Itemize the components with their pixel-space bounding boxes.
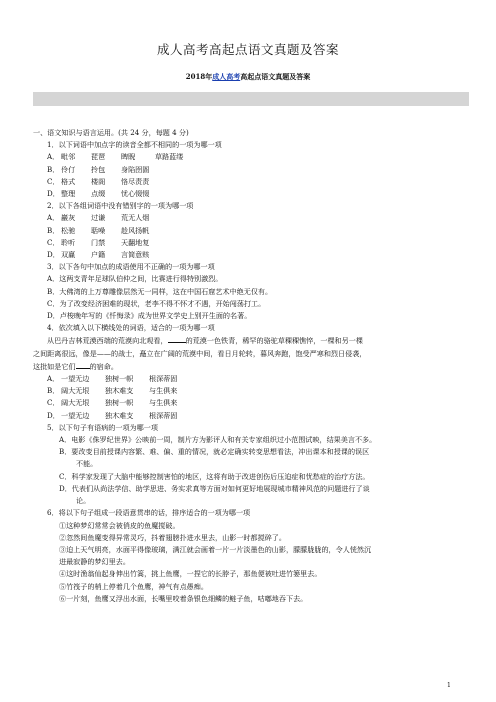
option-word: 琵琶	[91, 152, 106, 162]
option-word: 恪尽责责	[121, 176, 150, 186]
document-body	[33, 127, 469, 605]
subtitle-link[interactable]: 成人高考	[212, 72, 241, 81]
option-word: 楼阁	[91, 176, 106, 186]
option-letter: C．	[47, 237, 60, 247]
option-word: 户籍	[91, 250, 106, 260]
text-line	[33, 164, 469, 176]
line-text: 进最寂静的梦幻里去。	[59, 557, 130, 567]
line-text: 6．将以下句子组成一段语意贯串的话，排序适合的一项为哪一项	[47, 508, 251, 518]
text-line	[33, 286, 469, 298]
option-letter: B．	[47, 225, 60, 235]
line-text: 一、语文知识与语言运用。(共 24 分，每题 4 分)	[33, 128, 189, 137]
option-letter: C．	[47, 398, 60, 408]
option-word: 趁风扬帆	[121, 225, 150, 235]
option-word: 阔大无垠	[61, 386, 90, 396]
text-line	[33, 176, 469, 188]
line-text: 不能。	[76, 459, 98, 469]
text-line	[33, 458, 469, 470]
line-text: D．卢梭晚年写的《忏悔录》成为世界文学史上别开生面的名著。	[47, 311, 252, 321]
text-line	[33, 483, 469, 495]
text-line	[33, 212, 469, 224]
text-line	[33, 373, 469, 385]
option-letter: D．	[47, 250, 60, 260]
option-word: 独树一帜	[105, 374, 134, 384]
fill-blank	[168, 334, 186, 343]
line-text: A．这两支青年足球队伯仲之间，比赛进行得特别激烈。	[47, 274, 223, 284]
line-text: 2．以下各组词语中没有错别字的一项为哪一项	[47, 201, 194, 211]
option-word: 独木难支	[105, 410, 134, 420]
line-text: ⑥一片刻，鱼鹰又浮出水面，长嘴里咬着条银色细鳞的鲢子鱼，咕嘟地吞下去。	[59, 593, 308, 603]
option-word: 聒噪	[91, 225, 106, 235]
option-word: 独木难支	[105, 386, 134, 396]
line-text: 这批如是它们	[33, 361, 76, 371]
option-word: 毗邻	[61, 152, 76, 162]
line-text: B．要改变目前授课内容繁、难、偏、重的情况，就必定确实转变思想看法，冲出课本和授课的误区	[59, 447, 370, 457]
text-line	[33, 520, 469, 532]
option-word: 门禁	[91, 237, 106, 247]
line-text: ②忽然间鱼魔变得异常灵巧，抖着翅膀扑进水里去，山影一时都搅碎了。	[59, 532, 286, 542]
option-word: 荒无人烟	[121, 213, 150, 223]
text-line	[33, 249, 469, 261]
text-line	[33, 139, 469, 151]
text-line	[33, 151, 469, 163]
option-letter: B．	[47, 386, 60, 396]
option-word: 忧心惙惙	[121, 189, 150, 199]
text-line	[33, 581, 469, 593]
text-line	[33, 334, 469, 347]
option-word: 双赢	[61, 250, 76, 260]
line-text: ③迫上天气明亮，水面平得像玻璃，满江就会画着一片一片淡墨色的山影，朦朦胧胧的，令人恍然沉	[59, 544, 372, 554]
line-text: ①这种梦幻常常会被俏皮的鱼魔搅破。	[59, 520, 180, 530]
option-word: 格式	[61, 176, 76, 186]
text-line	[33, 360, 469, 373]
line-text-continued: 的荒漠一色铁青，稀罕的骆驼草稞稞憔悴，一棵和另一棵	[185, 336, 363, 346]
line-text: 1．以下词语中加点字的读音全都不相同的一项为哪一项	[47, 140, 222, 150]
line-text: 论。	[76, 496, 91, 506]
page-number: 1	[447, 682, 451, 689]
line-text: 5．以下句子有语病的一项为哪一项	[47, 422, 158, 432]
text-line	[33, 225, 469, 237]
line-text-continued: 的宿命。	[89, 361, 118, 371]
option-word: 与生俱来	[149, 386, 178, 396]
option-word: 阔大无垠	[61, 398, 90, 408]
option-word: 过谦	[91, 213, 106, 223]
text-line	[33, 310, 469, 322]
text-line	[33, 397, 469, 409]
text-line	[33, 385, 469, 397]
option-word: 草路蓝缕	[155, 152, 184, 162]
text-line	[33, 188, 469, 200]
line-text: C．为了改变经济困难的现状，老李不得不怀才不遇，开始闯荡打工。	[47, 298, 266, 308]
line-text: C．科学家发现了大脑中能够控制害怕的地区，这将有助于改进创伤后压迫症和忧愁症的治疗方法。	[59, 471, 370, 481]
option-word: 一望无边	[61, 410, 90, 420]
option-word: 睥睨	[121, 152, 136, 162]
text-line	[33, 298, 469, 310]
option-word: 天翻地复	[121, 237, 150, 247]
option-word: 一望无边	[61, 374, 90, 384]
option-word: 根深蒂固	[149, 410, 178, 420]
fill-blank	[76, 360, 90, 369]
line-text: ⑤竹筏子的梢上停着几个鱼鹰，神气有点愚痴。	[59, 581, 208, 591]
line-text: 从巴丹吉林荒漠西端的荒漠向北观看，	[47, 336, 168, 346]
text-line	[33, 507, 469, 519]
option-word: 拎包	[91, 164, 106, 174]
option-word: 聆听	[61, 237, 76, 247]
line-text: 之间距离很远，像是——的战士，矗立在广阔的荒漠中间，看日月轮转，暮风奔跑，饱受严寒和烈日侵袭，	[33, 348, 367, 358]
option-word: 松驰	[61, 225, 76, 235]
option-letter: C．	[47, 176, 60, 186]
text-line	[33, 237, 469, 249]
option-letter: A．	[47, 374, 60, 384]
option-word: 言简意赅	[121, 250, 150, 260]
text-line	[33, 593, 469, 605]
gray-banner	[33, 92, 469, 106]
text-line	[33, 200, 469, 212]
option-word: 巖灰	[61, 213, 76, 223]
option-word: 身陷囹圄	[121, 164, 150, 174]
line-text: B．大佛湾的上万尊雕像层然无一同样，这在中国石窟艺术中绝无仅有。	[47, 286, 273, 296]
subtitle-year: 2018年	[185, 72, 213, 81]
text-line	[33, 348, 469, 360]
text-line	[33, 273, 469, 285]
option-letter: A．	[47, 152, 60, 162]
text-line	[33, 322, 469, 334]
text-line	[33, 410, 469, 422]
line-text: A．电影《侏罗纪世界》公映前一周，制片方为影评人和有关专家组织过小范围试映，结果美言不多。	[59, 435, 377, 445]
text-line	[33, 446, 469, 458]
text-line	[33, 127, 469, 139]
option-letter: D．	[47, 410, 60, 420]
text-line	[33, 532, 469, 544]
line-text: 3．以下各句中加点的成语使用不正确的一项为哪一项	[47, 262, 215, 272]
text-line	[33, 495, 469, 507]
subtitle-rest: 高起点语文真题及答案	[240, 72, 311, 81]
line-text: D．代表们从尚法学信、助学思进、务实求真等方面对如何更好地展现城市精神风范的问题进行了谈	[59, 483, 370, 493]
text-line	[33, 568, 469, 580]
option-word: 伶仃	[61, 164, 76, 174]
option-word: 点缀	[91, 189, 106, 199]
option-letter: B．	[47, 164, 60, 174]
text-line	[33, 422, 469, 434]
text-line	[33, 434, 469, 446]
text-line	[33, 261, 469, 273]
text-line	[33, 544, 469, 556]
document-subtitle	[0, 72, 496, 82]
text-line	[33, 471, 469, 483]
option-letter: A．	[47, 213, 60, 223]
text-line	[33, 556, 469, 568]
option-word: 独树一帜	[105, 398, 134, 408]
line-text: 4．依次填入以下横线处的词语，适合的一项为哪一项	[47, 323, 215, 333]
option-word: 与生俱来	[149, 398, 178, 408]
option-letter: D．	[47, 189, 60, 199]
document-title: 成人高考高起点语文真题及答案	[156, 42, 339, 57]
option-word: 整理	[61, 189, 76, 199]
option-word: 根深蒂固	[149, 374, 178, 384]
line-text: ④这时渔翁仙起身伸出竹篙，挑上鱼鹰，一捏它的长脖子，那鱼便被吐进竹篓里去。	[59, 569, 322, 579]
